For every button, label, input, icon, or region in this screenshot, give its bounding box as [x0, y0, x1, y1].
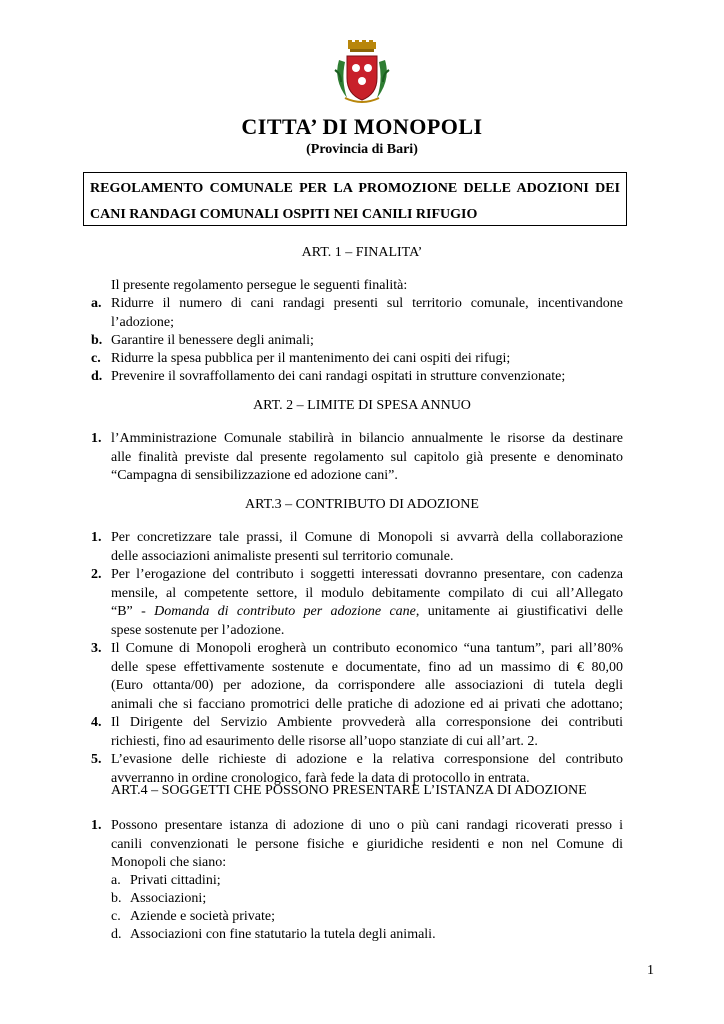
art2-heading: ART. 2 – LIMITE DI SPESA ANNUO: [253, 398, 471, 413]
art3-item-2-line-3: [111, 603, 623, 622]
page-number: 1: [647, 963, 654, 978]
art3-item-3-line-1: Il Comune di Monopoli erogherà un contributo economico “una tantum”, pari all’80%: [111, 641, 623, 656]
art3-item-label: 2.: [91, 567, 102, 582]
art3-item-label: 4.: [91, 715, 102, 730]
art1-intro: Il presente regolamento persegue le seguenti finalità:: [111, 278, 408, 293]
art3-item-4: [111, 714, 623, 751]
art4-subitem-label: b.: [111, 891, 122, 906]
art3-item-2-line-3-a: “B” -: [111, 604, 155, 619]
art4-item-label: 1.: [91, 818, 102, 833]
art4-subitem-label: a.: [111, 873, 121, 888]
coat-of-arms-icon: [331, 40, 393, 104]
art3-item-1-line-1: Per concretizzare tale prassi, il Comune di Monopoli si avvarrà della collaborazione: [111, 530, 623, 545]
art3-item-2-line-2: mensile, al competente settore, il modulo debitamente compilato di cui all’Allegato: [111, 585, 623, 601]
art1-item-a-line-2: l’adozione;: [111, 314, 174, 330]
art4-subitem-label: d.: [111, 927, 122, 942]
art4-item-1-line-2: canili convenzionati le persone fisiche e giuridiche residenti e non nel Comune di: [111, 836, 623, 852]
art4-subitem-d: Associazioni con fine statutario la tutela degli animali.: [130, 927, 436, 942]
art3-item-2-italic-form-title: Domanda di contributo per adozione cane: [154, 604, 416, 619]
art4-item-1: [111, 817, 623, 873]
art4-item-1-line-3: Monopoli che siano:: [111, 855, 227, 870]
art2-item-label: 1.: [91, 431, 102, 446]
page-title: CITTA’ DI MONOPOLI: [241, 114, 483, 139]
art2-item-1: [111, 430, 623, 486]
art3-item-1-line-2: delle associazioni animaliste presenti sul territorio comunale.: [111, 548, 454, 564]
art2-item-1-line-3: “Campagna di sensibilizzazione ed adozione cani”.: [111, 468, 398, 483]
art4-subitem-label: c.: [111, 909, 121, 924]
art3-item-2-line-1: Per l’erogazione del contributo i soggetti interessati dovranno presentare, con cadenza: [111, 567, 623, 582]
art1-item-label: c.: [91, 351, 101, 366]
art4-subitem-c: Aziende e società private;: [130, 909, 275, 924]
art4-subitem-b: Associazioni;: [130, 891, 207, 906]
art1-item-d: Prevenire il sovraffollamento dei cani randagi ospitati in strutture convenzionate;: [111, 369, 566, 384]
art1-item-label: b.: [91, 333, 103, 348]
regulation-title-box: [83, 172, 627, 226]
art3-item-3-line-4: animali che si facciano promotrici delle pratiche di adozione ed ai privati che adottano;: [111, 696, 623, 712]
art2-item-1-line-2: alle finalità previste dal presente regolamento sul capitolo già presente e denominato: [111, 449, 623, 465]
art4-heading: ART.4 – SOGGETTI CHE POSSONO PRESENTARE L’ISTANZA DI ADOZIONE: [111, 783, 587, 798]
art3-item-label: 5.: [91, 752, 102, 767]
art1-item-a: [111, 295, 623, 332]
art3-item-label: 3.: [91, 641, 102, 656]
art1-item-label: d.: [91, 369, 103, 384]
art3-item-1: [111, 529, 623, 566]
art4-subitem-a: Privati cittadini;: [130, 873, 221, 888]
art3-item-2-line-4: spese sostenute per l’adozione.: [111, 622, 285, 638]
art1-item-a-line-1: Ridurre il numero di cani randagi presenti sul territorio comunale, incentivandone: [111, 296, 623, 311]
art4-item-1-line-1: Possono presentare istanza di adozione di uno o più cani randagi ricoverati presso i: [111, 818, 623, 833]
regulation-title-line-2: CANI RANDAGI COMUNALI OSPITI NEI CANILI RIFUGIO: [90, 207, 478, 222]
art2-item-1-line-1: l’Amministrazione Comunale stabilirà in bilancio annualmente le risorse da destinare: [111, 431, 623, 446]
art3-item-4-line-1: Il Dirigente del Servizio Ambiente provvederà alla corresponsione dei contributi: [111, 715, 623, 730]
art3-item-label: 1.: [91, 530, 102, 545]
art3-item-2-line-3-b: , unitamente ai giustificativi delle: [415, 604, 623, 619]
art1-item-label: a.: [91, 296, 102, 311]
art3-item-4-line-2: richiesti, fino ad esaurimento delle risorse all’uopo stanziate di cui all’art. 2.: [111, 733, 538, 749]
art1-heading: ART. 1 – FINALITA’: [301, 245, 423, 260]
art1-item-c: Ridurre la spesa pubblica per il mantenimento dei cani ospiti dei rifugi;: [111, 351, 511, 366]
art1-item-b: Garantire il benessere degli animali;: [111, 333, 314, 348]
page-subtitle: (Provincia di Bari): [306, 142, 418, 157]
art3-item-3: [111, 640, 623, 714]
art3-item-5-line-1: L’evasione delle richieste di adozione e la relativa corresponsione del contributo: [111, 752, 623, 767]
art3-item-5-line-2: avverranno in ordine cronologico, farà fede la data di protocollo in entrata.: [111, 770, 530, 786]
regulation-title-line-1: REGOLAMENTO COMUNALE PER LA PROMOZIONE DELLE ADOZIONI DEI: [90, 181, 620, 196]
art3-item-3-line-3: (Euro ottanta/00) per adozione, da corrispondere alle associazioni di tutela degli: [111, 678, 623, 693]
art3-item-3-line-2: delle spese effettivamente sostenute e documentate, fino ad un massimo di € 80,00: [111, 659, 623, 675]
art3-heading: ART.3 – CONTRIBUTO DI ADOZIONE: [245, 497, 479, 512]
art3-item-2: [111, 566, 623, 640]
